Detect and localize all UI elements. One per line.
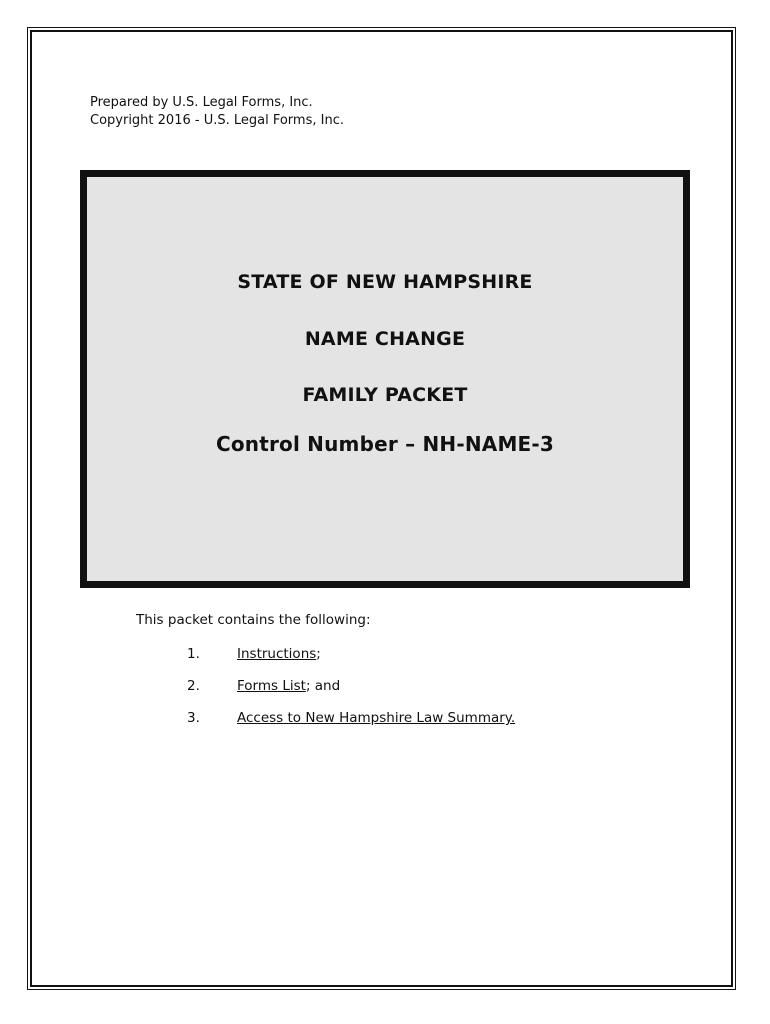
list-item-suffix: ; and: [305, 678, 341, 694]
name-change-title: NAME CHANGE: [304, 328, 466, 350]
contents-intro: This packet contains the following:: [136, 612, 371, 628]
list-item-number: 1.: [187, 646, 200, 662]
control-number: Control Number – NH-NAME-3: [215, 432, 555, 456]
instructions-link[interactable]: Instructions: [237, 646, 317, 662]
copyright-text: Copyright 2016 - U.S. Legal Forms, Inc.: [90, 113, 344, 128]
law-summary-link[interactable]: Access to New Hampshire Law Summary.: [237, 710, 516, 726]
list-item-number: 3.: [187, 710, 200, 726]
forms-list-link[interactable]: Forms List: [237, 678, 306, 694]
state-title: STATE OF NEW HAMPSHIRE: [237, 271, 533, 293]
packet-title: FAMILY PACKET: [302, 384, 468, 406]
prepared-by-text: Prepared by U.S. Legal Forms, Inc.: [90, 95, 313, 110]
list-item: [187, 678, 340, 694]
list-item-suffix: ;: [316, 646, 321, 662]
list-item: [187, 646, 321, 662]
list-item-number: 2.: [187, 678, 200, 694]
title-box: [80, 170, 690, 588]
list-item: [187, 710, 515, 726]
preparer-block: [90, 94, 344, 130]
